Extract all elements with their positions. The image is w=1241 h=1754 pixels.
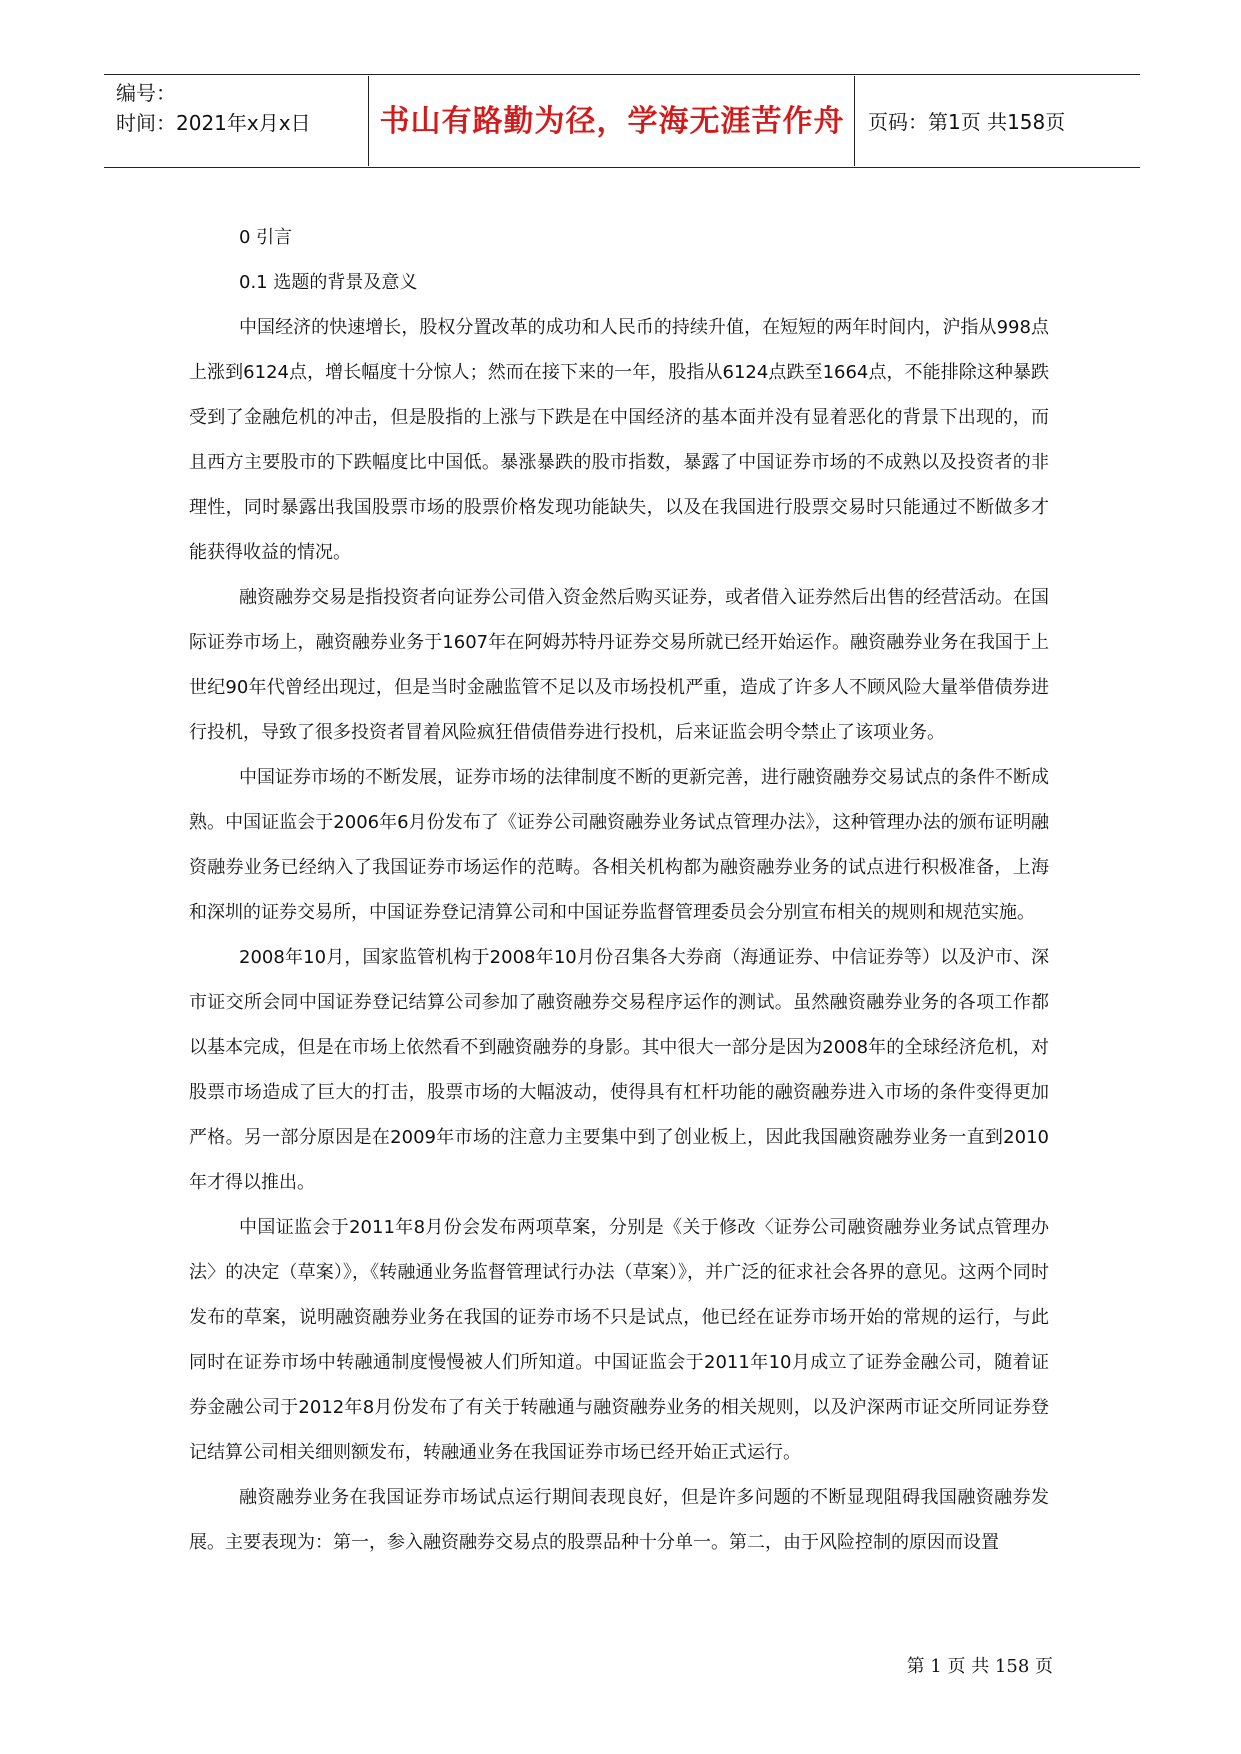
body-paragraph: 中国证监会于2011年8月份会发布两项草案，分别是《关于修改〈证券公司融资融券业务试点管理办法〉的决定（草案）》，《转融通业务监督管理试行办法（草案）》，并广泛的征求社会各界的意见。这两个同时发布的草案，说明融资融券业务在我国的证券市场不只是试点，他已经在证券市场开始的常规的运行，与此同时在证券市场中转融通制度慢慢被人们所知道。中国证监会于2011年10月成立了证券金融公司，随着证券金融公司于2012年8月份发布了有关于转融通与融资融券业务的相关规则，以及沪深两市证交所同证券登记结算公司相关细则额发布，转融通业务在我国证券市场已经开始正式运行。 bbox=[189, 1217, 1049, 1463]
section-heading-introduction: 0 引言 bbox=[239, 227, 293, 248]
header-divider-left bbox=[368, 76, 369, 166]
document-number-label: 编号： bbox=[116, 81, 176, 105]
page-footer: 第 1 页 共 158 页 bbox=[906, 1656, 1053, 1677]
document-header bbox=[104, 74, 1140, 170]
body-paragraph: 中国经济的快速增长，股权分置改革的成功和人民币的持续升值，在短短的两年时间内，沪指从998点上涨到6124点，增长幅度十分惊人；然而在接下来的一年，股指从6124点跌至1664点，不能排除这种暴跌受到了金融危机的冲击，但是股指的上涨与下跌是在中国经济的基本面并没有显着恶化的背景下出现的，而且西方主要股市的下跌幅度比中国低。暴涨暴跌的股市指数，暴露了中国证券市场的不成熟以及投资者的非理性，同时暴露出我国股票市场的股票价格发现功能缺失，以及在我国进行股票交易时只能通过不断做多才能获得收益的情况。 bbox=[189, 317, 1049, 563]
body-paragraph: 2008年10月，国家监管机构于2008年10月份召集各大券商（海通证券、中信证券等）以及沪市、深市证交所会同中国证券登记结算公司参加了融资融券交易程序运作的测试。虽然融资融券业务的各项工作都以基本完成，但是在市场上依然看不到融资融券的身影。其中很大一部分是因为2008年的全球经济危机，对股票市场造成了巨大的打击，股票市场的大幅波动，使得具有杠杆功能的融资融券进入市场的条件变得更加严格。另一部分原因是在2009年市场的注意力主要集中到了创业板上，因此我国融资融券业务一直到2010年才得以推出。 bbox=[189, 947, 1049, 1193]
header-top-rule bbox=[104, 74, 1140, 75]
header-page-info: 页码：第1页 共158页 bbox=[868, 110, 1066, 134]
document-body bbox=[189, 215, 1049, 1565]
body-paragraph: 融资融券交易是指投资者向证券公司借入资金然后购买证券，或者借入证券然后出售的经营活动。在国际证券市场上，融资融券业务于1607年在阿姆苏特丹证券交易所就已经开始运作。融资融券业务在我国于上世纪90年代曾经出现过，但是当时金融监管不足以及市场投机严重，造成了许多人不顾风险大量举借债券进行投机，导致了很多投资者冒着风险疯狂借债借券进行投机，后来证监会明令禁止了该项业务。 bbox=[189, 587, 1049, 743]
header-divider-right bbox=[854, 76, 855, 166]
body-paragraph: 融资融券业务在我国证券市场试点运行期间表现良好，但是许多问题的不断显现阻碍我国融资融券发展。主要表现为：第一，参入融资融券交易点的股票品种十分单一。第二，由于风险控制的原因而设置 bbox=[189, 1487, 1049, 1553]
document-time-label: 时间：2021年x月x日 bbox=[116, 111, 311, 135]
header-bottom-rule bbox=[104, 167, 1140, 168]
header-meta bbox=[116, 78, 311, 138]
body-paragraph: 中国证券市场的不断发展，证券市场的法律制度不断的更新完善，进行融资融券交易试点的条件不断成熟。中国证监会于2006年6月份发布了《证券公司融资融券业务试点管理办法》，这种管理办法的颁布证明融资融券业务已经纳入了我国证券市场运作的范畴。各相关机构都为融资融券业务的试点进行积极准备，上海和深圳的证券交易所，中国证券登记清算公司和中国证券监督管理委员会分别宣布相关的规则和规范实施。 bbox=[189, 767, 1049, 923]
subsection-heading-background: 0.1 选题的背景及意义 bbox=[239, 272, 418, 293]
header-motto: 书山有路勤为径，学海无涯苦作舟 bbox=[379, 104, 845, 139]
